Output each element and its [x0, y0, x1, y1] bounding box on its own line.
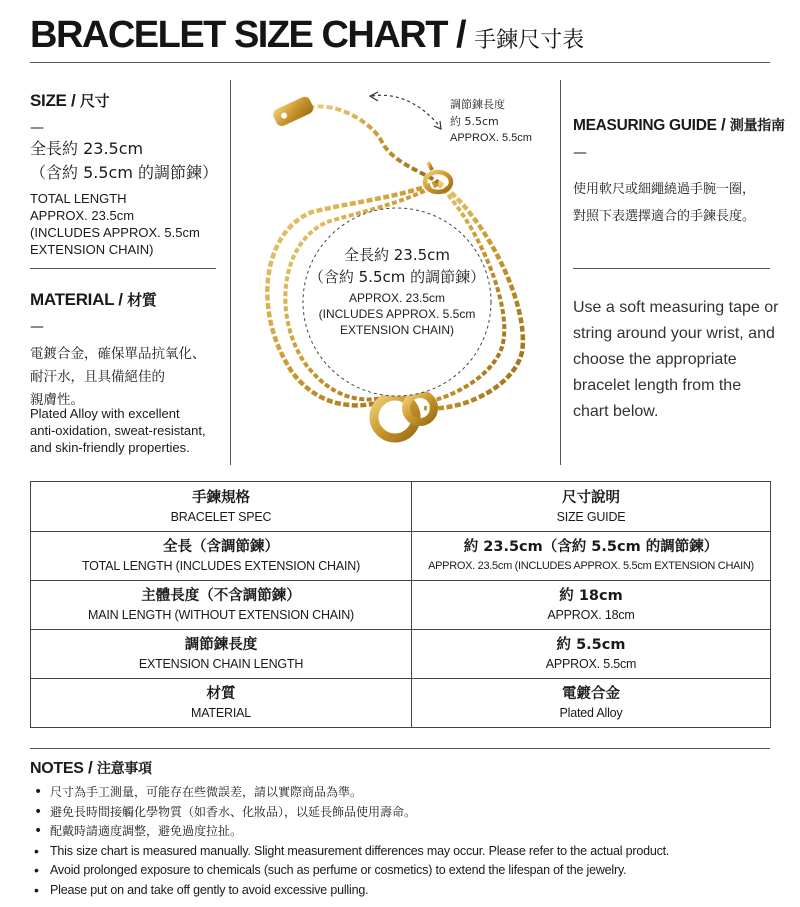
left-column-divider	[230, 80, 231, 465]
ext-label-zh2: 約 5.5cm	[450, 115, 499, 128]
size-en-line: EXTENSION CHAIN)	[30, 242, 154, 257]
title-en: BRACELET SIZE CHART	[30, 14, 447, 56]
material-en-block	[30, 405, 206, 456]
size-en-line: TOTAL LENGTH	[30, 191, 127, 206]
size-divider	[30, 268, 216, 269]
guide-zh-block	[573, 176, 755, 230]
guide-en-line: chart below.	[573, 403, 659, 420]
guide-dash: —	[573, 145, 587, 161]
ext-label-en: APPROX. 5.5cm	[450, 132, 532, 144]
title-zh: 手鍊尺寸表	[474, 28, 585, 53]
table-row	[31, 630, 771, 679]
size-dash: —	[30, 120, 44, 136]
table-row	[31, 532, 771, 581]
size-en-line: APPROX. 23.5cm	[30, 208, 135, 223]
measure-arrow-head-end	[434, 121, 441, 129]
table-row	[31, 679, 771, 728]
title-separator: /	[456, 14, 466, 56]
lobster-clasp	[425, 162, 451, 192]
note-item: • 尺寸為手工測量，可能存在些微誤差，請以實際商品為準。	[34, 783, 669, 803]
material-zh-block	[30, 343, 206, 412]
measure-arrow-arc	[372, 95, 440, 127]
center-en1: APPROX. 23.5cm	[348, 291, 446, 305]
size-zh-line1: 全長約 23.5cm	[30, 139, 144, 158]
measure-arrow-head-start	[370, 92, 378, 101]
size-zh-line2: （含約 5.5cm 的調節鍊）	[30, 163, 219, 182]
guide-en-line: string around your wrist, and	[573, 325, 775, 342]
notes-heading: NOTES / 注意事項	[30, 758, 152, 777]
note-item: • Please put on and take off gently to avoid excessive pulling.	[34, 881, 669, 901]
table-cell-value: 約 18cm APPROX. 18cm	[412, 581, 771, 630]
table-cell-spec: 材質 MATERIAL	[31, 679, 412, 728]
table-cell-spec: 全長（含調節鍊） TOTAL LENGTH (INCLUDES EXTENSION CHAIN)	[31, 532, 412, 581]
table-row	[31, 581, 771, 630]
guide-en-line: choose the appropriate	[573, 351, 737, 368]
material-en-line: and skin-friendly properties.	[30, 440, 190, 455]
table-header-row	[31, 482, 771, 532]
guide-en-line: Use a soft measuring tape or	[573, 299, 779, 316]
center-en2: (INCLUDES APPROX. 5.5cm	[318, 307, 476, 321]
table-cell-spec: 調節鍊長度 EXTENSION CHAIN LENGTH	[31, 630, 412, 679]
table-cell-value: 約 23.5cm（含約 5.5cm 的調節鍊） APPROX. 23.5cm (INCLUDES APPROX. 5.5cm EXTENSION CHAIN)	[412, 532, 771, 581]
material-en-line: Plated Alloy with excellent	[30, 406, 180, 421]
material-heading: MATERIAL / 材質	[30, 290, 157, 309]
material-en-line: anti-oxidation, sweat-resistant,	[30, 423, 206, 438]
table-header-cell: 手鍊規格 BRACELET SPEC	[31, 482, 412, 532]
guide-divider	[573, 268, 770, 269]
note-item: • 配戴時請適度調整，避免過度拉扯。	[34, 822, 669, 842]
ext-label-zh: 調節鍊長度	[450, 98, 505, 111]
center-zh2: （含約 5.5cm 的調節鍊）	[308, 268, 486, 286]
page-title	[30, 14, 584, 57]
extension-tag	[271, 95, 315, 128]
material-zh-line: 親膚性。	[30, 392, 84, 408]
size-spec-table	[30, 481, 771, 728]
table-header-cell: 尺寸說明 SIZE GUIDE	[412, 482, 771, 532]
center-en3: EXTENSION CHAIN)	[339, 323, 455, 337]
material-dash: —	[30, 319, 44, 335]
guide-en-line: bracelet length from the	[573, 377, 742, 394]
note-item: • 避免長時間接觸化學物質（如香水、化妝品），以延長飾品使用壽命。	[34, 803, 669, 823]
table-cell-spec: 主體長度（不含調節鍊） MAIN LENGTH (WITHOUT EXTENSION CHAIN)	[31, 581, 412, 630]
table-cell-value: 電鍍合金 Plated Alloy	[412, 679, 771, 728]
table-cell-value: 約 5.5cm APPROX. 5.5cm	[412, 630, 771, 679]
notes-list	[34, 783, 669, 900]
interlocking-rings	[374, 394, 434, 438]
guide-en-block	[573, 295, 778, 425]
right-column-divider	[560, 80, 561, 465]
guide-heading: MEASURING GUIDE / 測量指南	[573, 115, 785, 134]
material-zh-line: 電鍍合金，確保單品抗氧化、	[30, 346, 206, 362]
note-item: • Avoid prolonged exposure to chemicals (such as perfume or cosmetics) to extend the lifespan of the jewelry.	[34, 861, 669, 881]
size-en-line: (INCLUDES APPROX. 5.5cm	[30, 225, 200, 240]
material-zh-line: 耐汗水，且具備絕佳的	[30, 369, 165, 385]
notes-divider	[30, 748, 770, 749]
size-heading: SIZE / 尺寸	[30, 91, 110, 110]
guide-zh-line: 使用軟尺或細繩繞過手腕一圈，	[573, 182, 756, 197]
note-item: • This size chart is measured manually. Slight measurement differences may occur. Please refer to the actual product.	[34, 842, 669, 862]
size-en-block	[30, 190, 200, 258]
bracelet-illustration	[232, 62, 560, 482]
extension-chain	[300, 106, 438, 182]
center-zh1: 全長約 23.5cm	[343, 246, 451, 264]
guide-zh-line: 對照下表選擇適合的手鍊長度。	[573, 209, 756, 224]
